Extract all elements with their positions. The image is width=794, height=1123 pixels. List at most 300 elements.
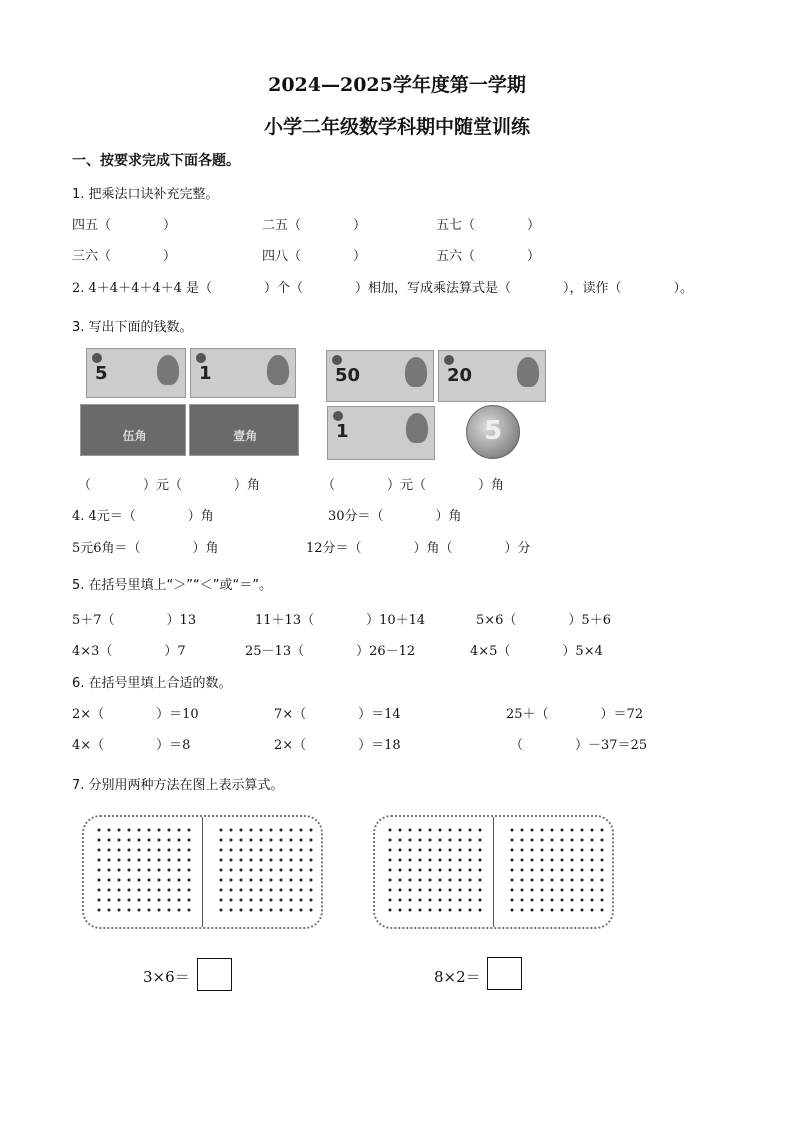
grid-dot	[521, 829, 524, 832]
grid-dot	[290, 899, 293, 902]
grid-dot	[439, 879, 442, 882]
grid-dot	[469, 829, 472, 832]
grid-dot	[240, 859, 243, 862]
grid-dot	[188, 829, 191, 832]
grid-dot	[188, 909, 191, 912]
grid-dot	[280, 859, 283, 862]
q6-prompt: 6. 在括号里填上合适的数。	[72, 676, 232, 691]
grid-dot	[230, 869, 233, 872]
grid-dot	[250, 889, 253, 892]
grid-dot	[168, 829, 171, 832]
grid-dot	[429, 879, 432, 882]
grid-dot	[561, 899, 564, 902]
q4-item[interactable]: 4. 4元＝（ ）角	[72, 509, 214, 524]
grid-dot	[158, 899, 161, 902]
grid-dot	[551, 839, 554, 842]
grid-dot	[290, 869, 293, 872]
grid-dot	[148, 879, 151, 882]
grid-dot	[419, 849, 422, 852]
grid-dot	[220, 829, 223, 832]
grid-dot	[409, 879, 412, 882]
q1-item[interactable]: 四五（ ）	[72, 218, 177, 233]
grid-dot	[178, 909, 181, 912]
grid-dot	[230, 849, 233, 852]
grid-dot	[541, 829, 544, 832]
grid-dot	[250, 849, 253, 852]
grid-dot	[581, 829, 584, 832]
q5-item[interactable]: 4×3（ ）7	[72, 644, 186, 659]
grid-dot	[419, 889, 422, 892]
grid-dot	[429, 849, 432, 852]
q1-item[interactable]: 三六（ ）	[72, 249, 177, 264]
grid-dot	[300, 839, 303, 842]
q5-item[interactable]: 5＋7（ ）13	[72, 613, 197, 628]
grid-dot	[188, 869, 191, 872]
grid-dot	[521, 879, 524, 882]
grid-dot	[148, 909, 151, 912]
grid-dot	[178, 839, 181, 842]
banknote-5-jiao: 伍角	[80, 404, 186, 456]
grid-dot	[581, 859, 584, 862]
banknote-1-yuan: 1	[190, 348, 296, 398]
grid-dot	[459, 869, 462, 872]
grid-dot	[98, 899, 101, 902]
grid-dot	[429, 859, 432, 862]
grid-dot	[459, 909, 462, 912]
grid-dot	[449, 879, 452, 882]
q6-item[interactable]: 25＋（ ）＝72	[506, 707, 644, 722]
grid-dot	[178, 899, 181, 902]
grid-dot	[178, 879, 181, 882]
grid-dot	[220, 839, 223, 842]
grid-dot	[108, 839, 111, 842]
q6-item[interactable]: 7×（ ）＝14	[274, 707, 401, 722]
grid-dot	[98, 879, 101, 882]
grid-dot	[511, 849, 514, 852]
grid-dot	[399, 899, 402, 902]
grid-dot	[280, 909, 283, 912]
grid-dot	[439, 889, 442, 892]
grid-dot	[108, 859, 111, 862]
grid-dot	[571, 899, 574, 902]
grid-dot	[138, 899, 141, 902]
grid-dot	[561, 909, 564, 912]
grid-dot	[128, 909, 131, 912]
grid-dot	[571, 829, 574, 832]
grid-dot	[168, 879, 171, 882]
grid-dot	[571, 889, 574, 892]
grid-dot	[449, 829, 452, 832]
grid-dot	[220, 899, 223, 902]
grid-dot	[220, 859, 223, 862]
grid-dot	[511, 909, 514, 912]
grid-dot	[118, 869, 121, 872]
grid-dot	[168, 849, 171, 852]
q5-prompt: 5. 在括号里填上“＞”“＜”或“＝”。	[72, 578, 272, 593]
grid-dot	[148, 899, 151, 902]
grid-dot	[128, 849, 131, 852]
grid-dot	[449, 889, 452, 892]
grid-dot	[409, 889, 412, 892]
grid-dot	[459, 889, 462, 892]
grid-dot	[449, 849, 452, 852]
q5-item[interactable]: 11＋13（ ）10＋14	[255, 613, 426, 628]
q1-item[interactable]: 二五（ ）	[262, 218, 367, 233]
grid-dot	[531, 899, 534, 902]
grid-dot	[240, 829, 243, 832]
grid-dot	[310, 879, 313, 882]
q1-item[interactable]: 四八（ ）	[262, 249, 367, 264]
grid-dot	[581, 909, 584, 912]
grid-dot	[429, 889, 432, 892]
grid-dot	[220, 869, 223, 872]
grid-dot	[521, 909, 524, 912]
grid-dot	[168, 899, 171, 902]
q1-item[interactable]: 五六（ ）	[436, 249, 541, 264]
grid-dot	[561, 869, 564, 872]
grid-dot	[469, 839, 472, 842]
grid-dot	[138, 849, 141, 852]
grid-dot	[511, 889, 514, 892]
grid-dot	[531, 849, 534, 852]
grid-dot	[250, 909, 253, 912]
grid-dot	[581, 849, 584, 852]
grid-dot	[230, 879, 233, 882]
grid-dot	[118, 859, 121, 862]
grid-dot	[138, 889, 141, 892]
grid-dot	[399, 839, 402, 842]
grid-dot	[108, 849, 111, 852]
q5-item[interactable]: 5×6（ ）5＋6	[476, 613, 611, 628]
grid-dot	[158, 829, 161, 832]
grid-dot	[270, 889, 273, 892]
grid-dot	[240, 899, 243, 902]
grid-dot	[389, 889, 392, 892]
grid-dot	[310, 849, 313, 852]
dot-grid	[509, 827, 609, 921]
grid-dot	[511, 899, 514, 902]
grid-dot	[571, 839, 574, 842]
grid-dot	[98, 839, 101, 842]
grid-dot	[118, 889, 121, 892]
q3-answer-left[interactable]: （ ）元（ ）角	[78, 478, 261, 493]
dot-grid	[218, 827, 318, 921]
grid-dot	[389, 859, 392, 862]
answer-box-right[interactable]	[487, 957, 522, 990]
grid-dot	[531, 829, 534, 832]
section-heading: 一、按要求完成下面各题。	[72, 153, 240, 169]
grid-dot	[168, 839, 171, 842]
grid-dot	[290, 889, 293, 892]
dot-grid	[387, 827, 487, 921]
grid-dot	[98, 889, 101, 892]
grid-dot	[601, 829, 604, 832]
grid-dot	[270, 859, 273, 862]
grid-dot	[280, 899, 283, 902]
grid-dot	[98, 849, 101, 852]
grid-dot	[541, 909, 544, 912]
grid-dot	[531, 889, 534, 892]
grid-dot	[128, 859, 131, 862]
grid-dot	[551, 899, 554, 902]
grid-dot	[479, 869, 482, 872]
grid-dot	[581, 869, 584, 872]
grid-dot	[108, 869, 111, 872]
grid-dot	[479, 889, 482, 892]
grid-dot	[459, 899, 462, 902]
dot-grid	[96, 827, 196, 921]
grid-dot	[118, 909, 121, 912]
dot-panel-right[interactable]	[373, 815, 614, 929]
grid-dot	[601, 889, 604, 892]
grid-dot	[290, 879, 293, 882]
grid-dot	[409, 869, 412, 872]
grid-dot	[250, 859, 253, 862]
q4-item[interactable]: 12分＝（ ）角（ ）分	[306, 541, 531, 556]
grid-dot	[521, 889, 524, 892]
grid-dot	[158, 859, 161, 862]
grid-dot	[158, 849, 161, 852]
grid-dot	[591, 859, 594, 862]
grid-dot	[290, 839, 293, 842]
grid-dot	[389, 879, 392, 882]
grid-dot	[521, 869, 524, 872]
grid-dot	[479, 839, 482, 842]
grid-dot	[601, 869, 604, 872]
grid-dot	[479, 829, 482, 832]
grid-dot	[581, 889, 584, 892]
grid-dot	[601, 909, 604, 912]
grid-dot	[571, 849, 574, 852]
grid-dot	[561, 839, 564, 842]
grid-dot	[591, 909, 594, 912]
banknote-1-yuan-second: 1	[327, 406, 435, 460]
grid-dot	[108, 899, 111, 902]
grid-dot	[290, 849, 293, 852]
grid-dot	[310, 869, 313, 872]
grid-dot	[270, 899, 273, 902]
grid-dot	[389, 899, 392, 902]
grid-dot	[138, 879, 141, 882]
grid-dot	[230, 839, 233, 842]
grid-dot	[138, 869, 141, 872]
banknote-1-jiao: 壹角	[189, 404, 299, 456]
grid-dot	[561, 889, 564, 892]
q6-item[interactable]: （ ）－37＝25	[510, 738, 648, 753]
grid-dot	[419, 879, 422, 882]
grid-dot	[280, 889, 283, 892]
grid-dot	[419, 899, 422, 902]
grid-dot	[270, 909, 273, 912]
grid-dot	[531, 839, 534, 842]
q2-text[interactable]: 2. 4＋4＋4＋4＋4 是（ ）个（ ）相加，写成乘法算式是（ ），读作（ ）。	[72, 281, 694, 296]
grid-dot	[300, 909, 303, 912]
grid-dot	[260, 839, 263, 842]
grid-dot	[591, 839, 594, 842]
grid-dot	[419, 869, 422, 872]
grid-dot	[188, 899, 191, 902]
answer-box-left[interactable]	[197, 958, 232, 991]
grid-dot	[280, 839, 283, 842]
grid-dot	[118, 829, 121, 832]
grid-dot	[399, 829, 402, 832]
grid-dot	[128, 829, 131, 832]
grid-dot	[479, 859, 482, 862]
grid-dot	[270, 829, 273, 832]
grid-dot	[469, 909, 472, 912]
grid-dot	[290, 909, 293, 912]
grid-dot	[479, 879, 482, 882]
grid-dot	[439, 899, 442, 902]
grid-dot	[98, 869, 101, 872]
grid-dot	[561, 879, 564, 882]
grid-dot	[429, 909, 432, 912]
grid-dot	[601, 839, 604, 842]
coin-5-jiao: 5	[466, 405, 520, 459]
grid-dot	[250, 879, 253, 882]
grid-dot	[128, 869, 131, 872]
grid-dot	[108, 889, 111, 892]
grid-dot	[591, 879, 594, 882]
grid-dot	[469, 869, 472, 872]
q4-item[interactable]: 30分＝（ ）角	[328, 509, 462, 524]
grid-dot	[98, 909, 101, 912]
grid-dot	[551, 909, 554, 912]
q7-prompt: 7. 分别用两种方法在图上表示算式。	[72, 778, 284, 793]
q6-item[interactable]: 2×（ ）＝10	[72, 707, 199, 722]
grid-dot	[449, 839, 452, 842]
grid-dot	[439, 829, 442, 832]
grid-dot	[240, 839, 243, 842]
grid-dot	[511, 829, 514, 832]
equation-right: 8×2＝	[434, 968, 481, 986]
grid-dot	[531, 909, 534, 912]
grid-dot	[178, 869, 181, 872]
grid-dot	[98, 829, 101, 832]
grid-dot	[240, 889, 243, 892]
grid-dot	[541, 879, 544, 882]
q5-item[interactable]: 4×5（ ）5×4	[470, 644, 603, 659]
grid-dot	[188, 859, 191, 862]
grid-dot	[479, 899, 482, 902]
grid-dot	[521, 839, 524, 842]
grid-dot	[310, 889, 313, 892]
grid-dot	[188, 879, 191, 882]
grid-dot	[220, 849, 223, 852]
exam-title: 小学二年级数学科期中随堂训练	[263, 116, 530, 138]
grid-dot	[108, 879, 111, 882]
grid-dot	[148, 839, 151, 842]
grid-dot	[158, 889, 161, 892]
grid-dot	[138, 829, 141, 832]
grid-dot	[148, 849, 151, 852]
grid-dot	[118, 879, 121, 882]
grid-dot	[250, 899, 253, 902]
grid-dot	[429, 829, 432, 832]
grid-dot	[270, 839, 273, 842]
grid-dot	[300, 869, 303, 872]
grid-dot	[541, 849, 544, 852]
grid-dot	[419, 909, 422, 912]
grid-dot	[591, 899, 594, 902]
grid-dot	[188, 839, 191, 842]
dot-panel-left[interactable]	[82, 815, 323, 929]
grid-dot	[240, 849, 243, 852]
grid-dot	[571, 879, 574, 882]
grid-dot	[521, 899, 524, 902]
grid-dot	[459, 879, 462, 882]
grid-dot	[230, 829, 233, 832]
grid-dot	[469, 889, 472, 892]
grid-dot	[300, 889, 303, 892]
grid-dot	[541, 859, 544, 862]
grid-dot	[601, 849, 604, 852]
grid-dot	[511, 839, 514, 842]
grid-dot	[290, 829, 293, 832]
grid-dot	[389, 839, 392, 842]
grid-dot	[479, 909, 482, 912]
grid-dot	[310, 899, 313, 902]
grid-dot	[389, 849, 392, 852]
grid-dot	[260, 829, 263, 832]
grid-dot	[459, 859, 462, 862]
grid-dot	[419, 859, 422, 862]
grid-dot	[521, 859, 524, 862]
q4-item[interactable]: 5元6角＝（ ）角	[72, 541, 219, 556]
grid-dot	[429, 869, 432, 872]
grid-dot	[541, 869, 544, 872]
grid-dot	[581, 879, 584, 882]
grid-dot	[230, 859, 233, 862]
grid-dot	[220, 889, 223, 892]
q1-item[interactable]: 五七（ ）	[436, 218, 541, 233]
grid-dot	[399, 909, 402, 912]
grid-dot	[260, 909, 263, 912]
grid-dot	[260, 849, 263, 852]
grid-dot	[178, 829, 181, 832]
q5-item[interactable]: 25－13（ ）26－12	[245, 644, 416, 659]
grid-dot	[601, 899, 604, 902]
q3-answer-right[interactable]: （ ）元（ ）角	[322, 478, 505, 493]
grid-dot	[230, 909, 233, 912]
grid-dot	[399, 879, 402, 882]
grid-dot	[511, 859, 514, 862]
exam-year-title: 2024—2025学年度第一学期	[268, 74, 526, 96]
grid-dot	[310, 909, 313, 912]
grid-dot	[389, 829, 392, 832]
grid-dot	[260, 869, 263, 872]
grid-dot	[168, 869, 171, 872]
grid-dot	[439, 839, 442, 842]
grid-dot	[230, 899, 233, 902]
q3-prompt: 3. 写出下面的钱数。	[72, 320, 193, 335]
q6-item[interactable]: 2×（ ）＝18	[274, 738, 401, 753]
grid-dot	[138, 839, 141, 842]
grid-dot	[188, 889, 191, 892]
grid-dot	[531, 869, 534, 872]
grid-dot	[449, 869, 452, 872]
grid-dot	[260, 879, 263, 882]
grid-dot	[561, 829, 564, 832]
grid-dot	[601, 859, 604, 862]
q6-item[interactable]: 4×（ ）＝8	[72, 738, 191, 753]
grid-dot	[571, 859, 574, 862]
grid-dot	[469, 859, 472, 862]
grid-dot	[300, 859, 303, 862]
grid-dot	[541, 839, 544, 842]
grid-dot	[551, 829, 554, 832]
grid-dot	[148, 869, 151, 872]
